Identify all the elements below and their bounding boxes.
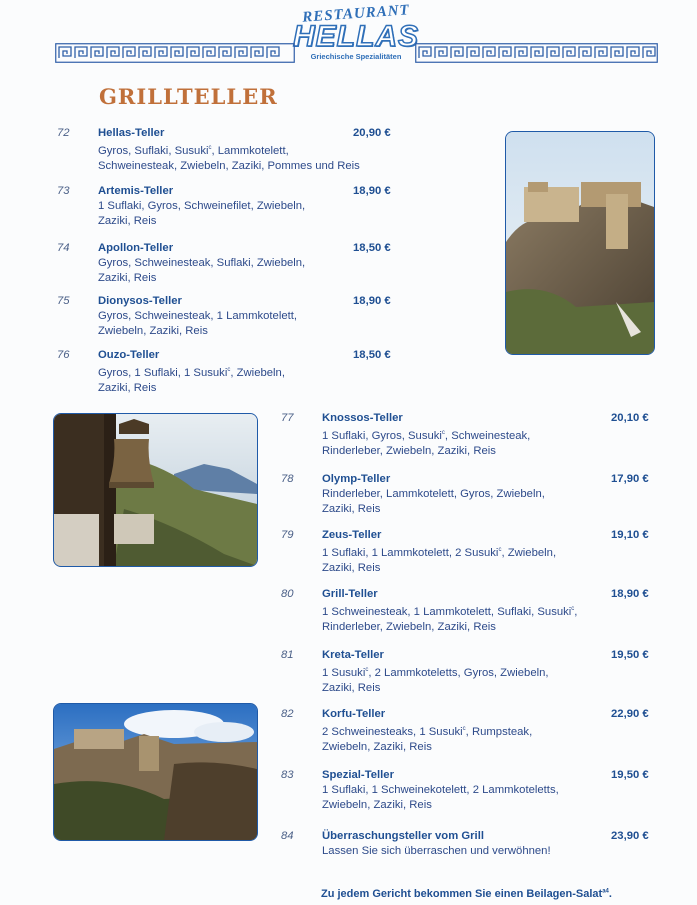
item-name: Spezial-Teller: [322, 769, 394, 781]
item-name: Olymp-Teller: [322, 473, 391, 485]
item-description: Gyros, Schweinesteak, 1 Lammkotelett, Zwiebeln, Zaziki, Reis: [98, 310, 298, 337]
menu-item: 81 Kreta-Teller 19,50 € 1 Susuki$^c$, 2 Lammkoteletts, Gyros, Zwiebeln, Zaziki, Reis: [281, 649, 649, 694]
menu-item: 77 Knossos-Teller 20,10 € 1 Suflaki, Gyros, Susuki$^c$, Schweinesteak, Rinderleber, Zwiebeln, Zaziki, Reis: [281, 412, 649, 457]
restaurant-logo: [292, 2, 420, 66]
item-price: 17,90 €: [611, 473, 649, 485]
item-description: Lassen Sie sich überraschen und verwöhnen!: [322, 845, 551, 857]
photo-meteora-monastery: [505, 131, 655, 355]
item-name: Grill-Teller: [322, 588, 378, 600]
item-name: Apollon-Teller: [98, 242, 174, 254]
menu-item: 79 Zeus-Teller 19,10 € 1 Suflaki, 1 Lammkotelett, 2 Susuki$^c$, Zwiebeln, Zaziki, Reis: [281, 529, 649, 574]
item-description: 1 Susuki$^c$, 2 Lammkoteletts, Gyros, Zwiebeln, Zaziki, Reis: [322, 666, 549, 694]
item-description: 2 Schweinesteaks, 1 Susuki$^c$, Rumpsteak, Zwiebeln, Zaziki, Reis: [322, 725, 533, 753]
item-name: Artemis-Teller: [98, 185, 174, 197]
item-name: Ouzo-Teller: [98, 349, 160, 361]
menu-item: 75 Dionysos-Teller 18,90 € Gyros, Schweinesteak, 1 Lammkotelett, Zwiebeln, Zaziki, Reis: [57, 295, 391, 337]
logo-restaurant-word: RESTAURANT: [301, 2, 411, 26]
item-name: Kreta-Teller: [322, 649, 384, 661]
item-price: 18,50 €: [353, 349, 391, 361]
item-price: 19,10 €: [611, 529, 649, 541]
item-price: 18,90 €: [353, 295, 391, 307]
item-name: Dionysos-Teller: [98, 295, 182, 307]
item-price: 19,50 €: [611, 649, 649, 661]
menu-item: 80 Grill-Teller 18,90 € 1 Schweinesteak, 1 Lammkotelett, Suflaki, Susuki$^c$, Rinderleber, Zwiebeln, Zaziki, Reis: [281, 588, 649, 633]
photo-meteora-landscape: [53, 703, 258, 841]
item-description: 1 Schweinesteak, 1 Lammkotelett, Suflaki, Susuki$^c$, Rinderleber, Zwiebeln, Zaziki, Reis: [322, 605, 578, 633]
item-price: 18,50 €: [353, 242, 391, 254]
photo-bell-tower: [53, 413, 258, 567]
item-description: Gyros, Suflaki, Susuki$^c$, Lammkotelett, Schweinesteak, Zwiebeln, Zaziki, Pommes und Reis: [98, 144, 360, 172]
item-price: 22,90 €: [611, 708, 649, 720]
menu-item: 82 Korfu-Teller 22,90 € 2 Schweinesteaks, 1 Susuki$^c$, Rumpsteak, Zwiebeln, Zaziki, Reis: [281, 708, 649, 753]
item-price: 20,90 €: [353, 127, 391, 139]
item-name: Zeus-Teller: [322, 529, 382, 541]
item-price: 20,10 €: [611, 412, 649, 424]
menu-item: 84 Überraschungsteller vom Grill 23,90 € Lassen Sie sich überraschen und verwöhnen!: [281, 830, 649, 857]
menu-item: 74 Apollon-Teller 18,50 € Gyros, Schweinesteak, Suflaki, Zwiebeln, Zaziki, Reis: [57, 242, 391, 284]
item-name: Korfu-Teller: [322, 708, 386, 720]
logo-subtitle: Griechische Spezialitäten: [310, 52, 402, 61]
item-price: 19,50 €: [611, 769, 649, 781]
menu-item: 73 Artemis-Teller 18,90 € 1 Suflaki, Gyros, Schweinefilet, Zwiebeln, Zaziki, Reis: [57, 185, 391, 227]
item-description: 1 Suflaki, Gyros, Susuki$^c$, Schweinesteak, Rinderleber, Zwiebeln, Zaziki, Reis: [322, 429, 531, 457]
menu-item: 78 Olymp-Teller 17,90 € Rinderleber, Lammkotelett, Gyros, Zwiebeln, Zaziki, Reis: [281, 473, 649, 515]
item-description: 1 Suflaki, 1 Lammkotelett, 2 Susuki$^c$, Zwiebeln, Zaziki, Reis: [322, 546, 557, 574]
meander-border-left: [55, 43, 295, 63]
logo-name: HELLAS: [293, 20, 419, 53]
item-name: Überraschungsteller vom Grill: [322, 830, 484, 842]
item-description: Rinderleber, Lammkotelett, Gyros, Zwiebeln, Zaziki, Reis: [322, 488, 545, 515]
item-description: Gyros, 1 Suflaki, 1 Susuki$^c$, Zwiebeln, Zaziki, Reis: [98, 366, 285, 394]
meander-border-right: [415, 43, 658, 63]
item-price: 18,90 €: [353, 185, 391, 197]
item-price: 23,90 €: [611, 830, 649, 842]
menu-item: 76 Ouzo-Teller 18,50 € Gyros, 1 Suflaki, 1 Susuki$^c$, Zwiebeln, Zaziki, Reis: [57, 349, 391, 394]
item-description: Gyros, Schweinesteak, Suflaki, Zwiebeln, Zaziki, Reis: [98, 257, 306, 284]
salad-note: Zu jedem Gericht bekommen Sie einen Beilagen-Salat$^{a4}$.: [321, 888, 612, 900]
item-name: Hellas-Teller: [98, 127, 165, 139]
menu-item: 72 Hellas-Teller 20,90 € Gyros, Suflaki, Susuki$^c$, Lammkotelett, Schweinesteak, Zwiebeln, Zaziki, Pommes und Reis: [57, 127, 391, 172]
section-title: GRILLTELLER: [99, 84, 278, 109]
item-description: 1 Suflaki, 1 Schweinekotelett, 2 Lammkoteletts, Zwiebeln, Zaziki, Reis: [322, 784, 559, 811]
item-name: Knossos-Teller: [322, 412, 403, 424]
item-price: 18,90 €: [611, 588, 649, 600]
menu-item: 83 Spezial-Teller 19,50 € 1 Suflaki, 1 Schweinekotelett, 2 Lammkoteletts, Zwiebeln, Zaziki, Reis: [281, 769, 649, 811]
item-description: 1 Suflaki, Gyros, Schweinefilet, Zwiebeln, Zaziki, Reis: [98, 200, 306, 227]
